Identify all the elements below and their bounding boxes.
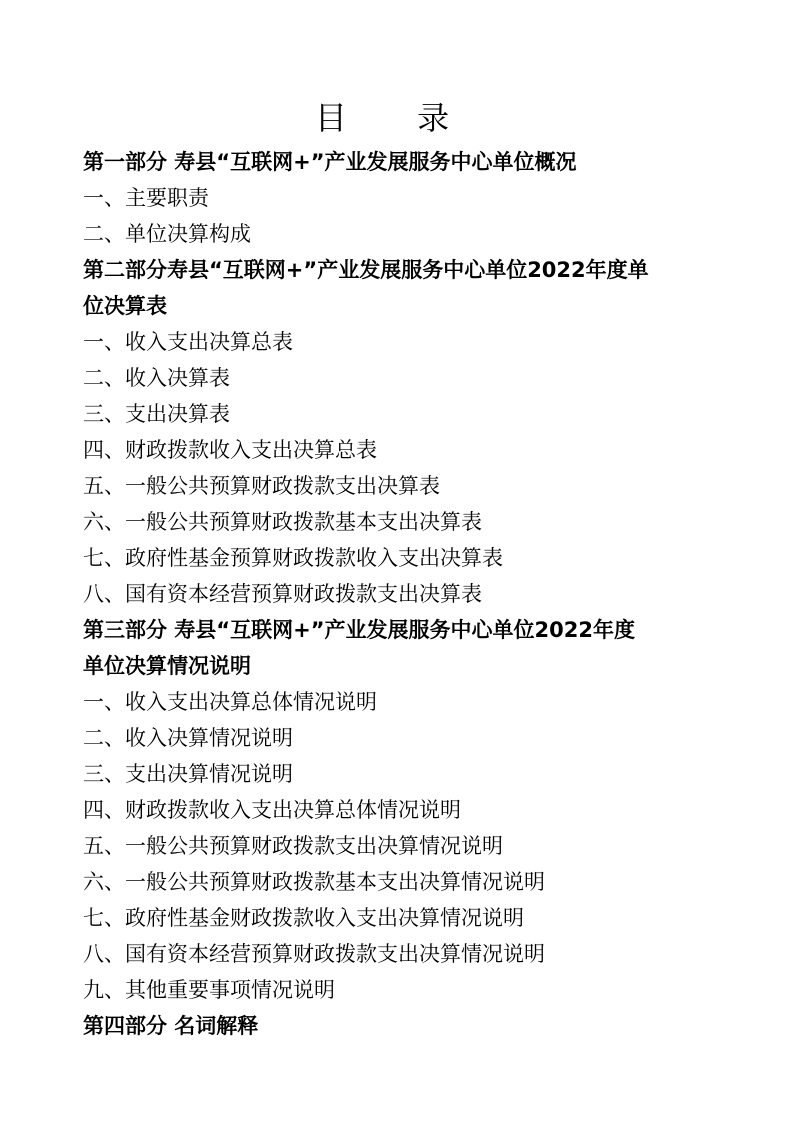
toc-item: 八、国有资本经营预算财政拨款支出决算情况说明 [83, 942, 545, 966]
toc-part3-heading: 第三部分 寿县“互联网+”产业发展服务中心单位2022年度 [83, 618, 635, 642]
toc-item: 二、收入决算表 [83, 366, 230, 390]
toc-part4-heading: 第四部分 名词解释 [83, 1014, 259, 1038]
toc-part2-heading: 第二部分寿县“互联网+”产业发展服务中心单位2022年度单 [83, 258, 649, 282]
toc-item: 七、政府性基金预算财政拨款收入支出决算表 [83, 546, 503, 570]
toc-item: 二、收入决算情况说明 [83, 726, 293, 750]
toc-item: 九、其他重要事项情况说明 [83, 978, 335, 1002]
toc-item: 五、一般公共预算财政拨款支出决算情况说明 [83, 834, 503, 858]
toc-item: 三、支出决算情况说明 [83, 762, 293, 786]
table-of-contents [83, 144, 733, 1044]
toc-part2-heading-cont: 位决算表 [83, 294, 167, 318]
toc-item: 四、财政拨款收入支出决算总体情况说明 [83, 798, 461, 822]
toc-part3-heading-cont: 单位决算情况说明 [83, 654, 251, 678]
toc-item: 五、一般公共预算财政拨款支出决算表 [83, 474, 440, 498]
toc-item: 一、收入支出决算总体情况说明 [83, 690, 377, 714]
toc-item: 六、一般公共预算财政拨款基本支出决算表 [83, 510, 482, 534]
toc-item: 一、收入支出决算总表 [83, 330, 293, 354]
toc-item: 四、财政拨款收入支出决算总表 [83, 438, 377, 462]
toc-item: 七、政府性基金财政拨款收入支出决算情况说明 [83, 906, 524, 930]
toc-item: 八、国有资本经营预算财政拨款支出决算表 [83, 582, 482, 606]
toc-item: 三、支出决算表 [83, 402, 230, 426]
toc-item: 六、一般公共预算财政拨款基本支出决算情况说明 [83, 870, 545, 894]
toc-item: 一、主要职责 [83, 186, 209, 210]
page-title: 目 录 [314, 99, 480, 137]
toc-part1-heading: 第一部分 寿县“互联网+”产业发展服务中心单位概况 [83, 150, 577, 174]
toc-item: 二、单位决算构成 [83, 222, 251, 246]
